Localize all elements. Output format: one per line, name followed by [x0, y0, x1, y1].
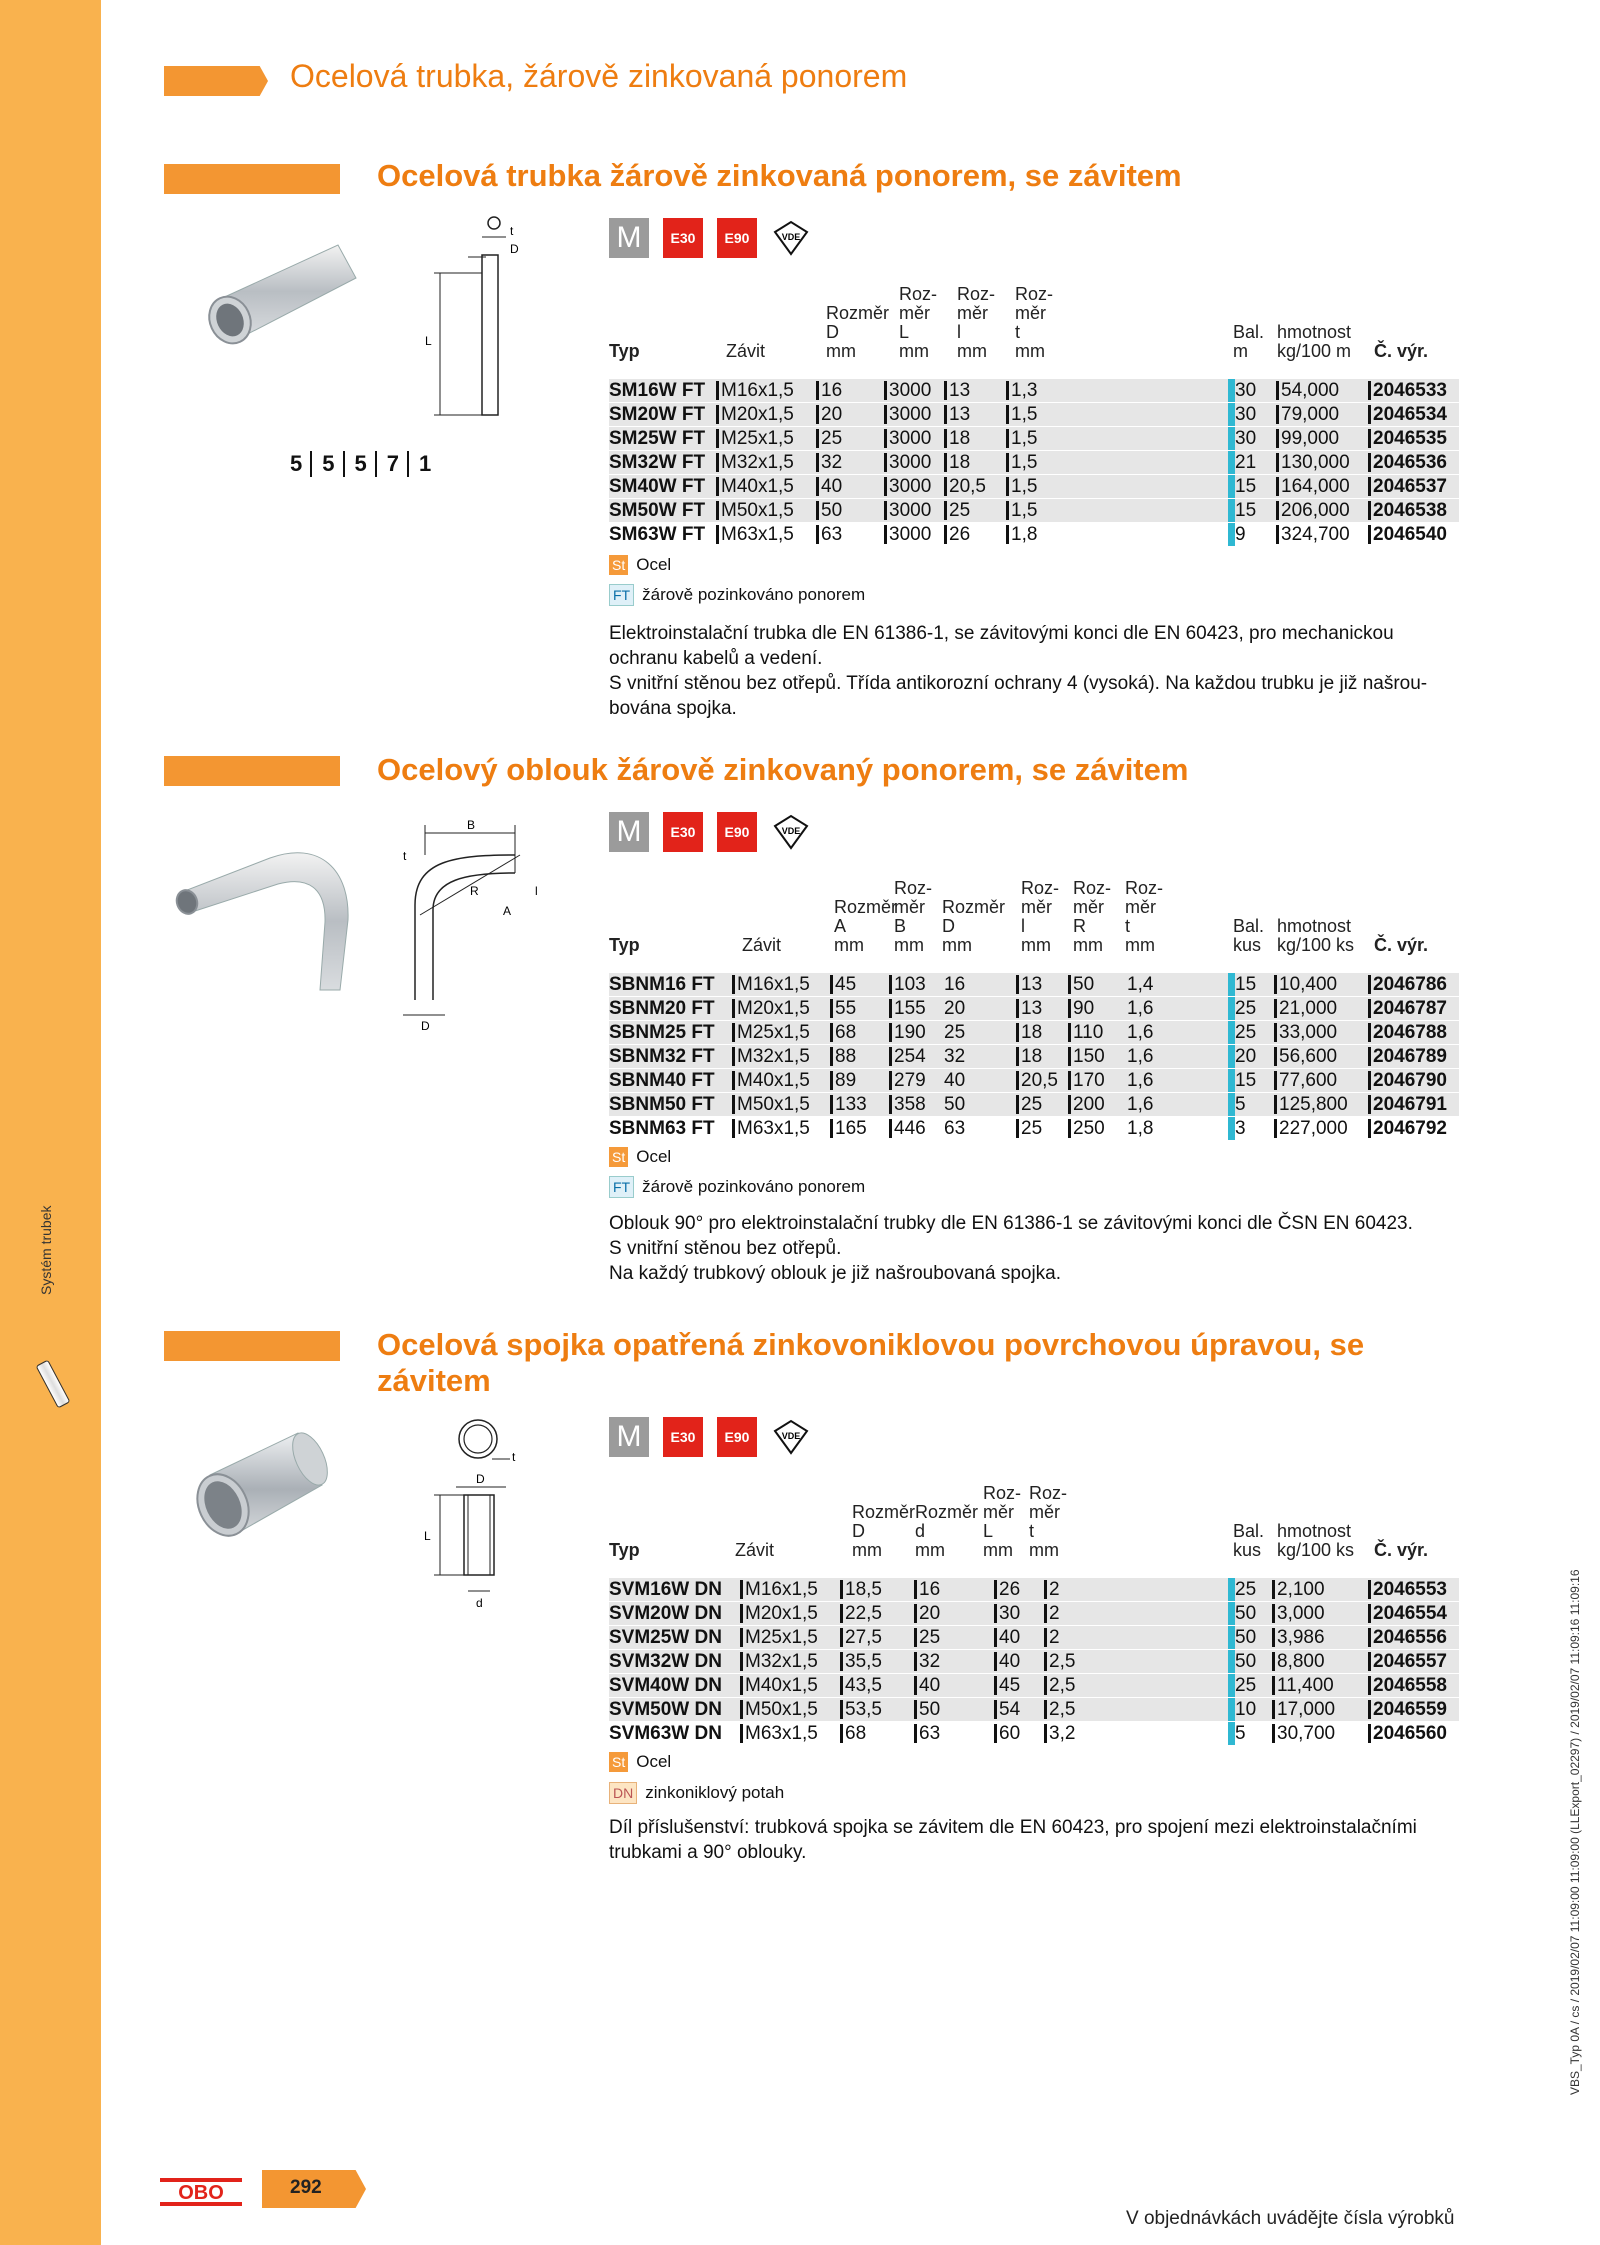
- page-number: 292: [290, 2177, 322, 2198]
- col-ds-header: Rozměr d mm: [915, 1502, 979, 1560]
- bend-drawing: [395, 815, 555, 1035]
- table-row: SBNM32 FT M32x1,5 88 254 32 18 150 1,6 20 56,600 2046789: [609, 1045, 1459, 1068]
- table-row: SVM25W DN M25x1,5 27,5 25 40 2 50 3,986 2046556: [609, 1626, 1459, 1649]
- badge-e90: E90: [717, 1417, 757, 1457]
- col-bal-header: Bal. kus: [1233, 916, 1265, 955]
- drawing-label-l: L: [425, 334, 432, 348]
- col-i-header: Roz- měr l mm: [1021, 878, 1060, 955]
- section-tab: [164, 164, 340, 194]
- digit: 7: [379, 451, 409, 477]
- badge-m: M: [609, 812, 649, 852]
- col-i-header: Roz- měr l mm: [957, 284, 996, 361]
- svg-text:l: l: [535, 884, 538, 898]
- col-zavit-header: Závit: [742, 935, 782, 955]
- drawing-label-d: D: [510, 242, 519, 256]
- table-row: SVM20W DN M20x1,5 22,5 20 30 2 50 3,000 2046554: [609, 1602, 1459, 1625]
- col-b-header: Roz- měr B mm: [894, 878, 933, 955]
- col-typ-header: Typ: [609, 1540, 640, 1560]
- badge-m: M: [609, 218, 649, 258]
- svg-text:VDE: VDE: [781, 826, 801, 836]
- section2-table: [609, 879, 1469, 1139]
- section-tab: [164, 1331, 340, 1361]
- badge-e90: E90: [717, 812, 757, 852]
- col-t-header: Roz- měr t mm: [1015, 284, 1054, 361]
- digit: 5: [314, 451, 344, 477]
- print-info: VBS_Typ 0A / cs / 2019/02/07 11:09:00 11:09:00 (LLExport_02297) / 2019/02/07 11:09:16 11:09:16: [1568, 1569, 1582, 2095]
- svg-text:OBO: OBO: [178, 2182, 224, 2204]
- table-row: SM50W FT M50x1,5 50 3000 25 1,5 15 206,000 2046538: [609, 499, 1459, 522]
- col-hm-header: hmotnost kg/100 ks: [1277, 916, 1355, 955]
- table-row: SVM16W DN M16x1,5 18,5 16 26 2 25 2,100 2046553: [609, 1578, 1459, 1601]
- section3-table: [609, 1484, 1469, 1744]
- material-line: FT žárově pozinkováno ponorem: [609, 1176, 865, 1198]
- col-hm-header: hmotnost kg/100 ks: [1277, 1521, 1355, 1560]
- svg-text:R: R: [470, 884, 479, 898]
- svg-text:t: t: [403, 849, 407, 863]
- material-line: St Ocel: [609, 1147, 671, 1167]
- obo-logo: [160, 2178, 242, 2206]
- col-d-header: Rozměr D mm: [826, 303, 890, 361]
- table-row: SBNM16 FT M16x1,5 45 103 16 13 50 1,4 15 10,400 2046786: [609, 973, 1459, 996]
- table-row: SBNM50 FT M50x1,5 133 358 50 25 200 1,6 5 125,800 2046791: [609, 1093, 1459, 1116]
- tube-image: [188, 240, 358, 380]
- tube-drawing: [420, 215, 530, 425]
- footer-note: V objednávkách uvádějte čísla výrobků: [1126, 2208, 1455, 2229]
- table-row: SM25W FT M25x1,5 25 3000 18 1,5 30 99,000 2046535: [609, 427, 1459, 450]
- svg-text:A: A: [503, 904, 512, 918]
- col-typ-header: Typ: [609, 341, 640, 361]
- svg-text:VDE: VDE: [781, 232, 801, 242]
- bend-image: [170, 840, 370, 1000]
- table-row: SVM32W DN M32x1,5 35,5 32 40 2,5 50 8,800 2046557: [609, 1650, 1459, 1673]
- col-cv-header: Č. výr.: [1374, 341, 1429, 361]
- col-l-header: Roz- měr L mm: [983, 1483, 1022, 1560]
- coupling-drawing: [420, 1415, 530, 1625]
- table-row: SVM50W DN M50x1,5 53,5 50 54 2,5 10 17,000 2046559: [609, 1698, 1459, 1721]
- table-row: SM32W FT M32x1,5 32 3000 18 1,5 21 130,000 2046536: [609, 451, 1459, 474]
- table-row: SBNM25 FT M25x1,5 68 190 25 18 110 1,6 25 33,000 2046788: [609, 1021, 1459, 1044]
- section1-description: Elektroinstalační trubka dle EN 61386-1, se závitovými konci dle EN 60423, pro mechanickou ochranu kabelů a vedení. S vnitřní stěnou bez otřepů. Třída antikorozní ochrany 4 (vysoká). Na každou trubku je již našrou- bována spojka.: [609, 623, 1428, 719]
- side-chapter-label: Systém trubek: [38, 1205, 54, 1295]
- table-row: SBNM40 FT M40x1,5 89 279 40 20,5 170 1,6 15 77,600 2046790: [609, 1069, 1459, 1092]
- certification-badges: [609, 218, 811, 258]
- vde-icon: [771, 812, 811, 852]
- table-row: SM63W FT M63x1,5 63 3000 26 1,8 9 324,700 2046540: [609, 524, 1447, 545]
- col-d-header: Rozměr D mm: [942, 897, 1006, 955]
- material-line: St Ocel: [609, 1752, 671, 1772]
- section1-title: Ocelová trubka žárově zinkovaná ponorem, se závitem: [377, 158, 1182, 193]
- certification-badges: [609, 1417, 811, 1457]
- svg-text:L: L: [424, 1529, 431, 1543]
- badge-e30: E30: [663, 812, 703, 852]
- certification-badges: [609, 812, 811, 852]
- vde-icon: [771, 1417, 811, 1457]
- table-row: SBNM20 FT M20x1,5 55 155 20 13 90 1,6 25 21,000 2046787: [609, 997, 1459, 1020]
- svg-text:B: B: [467, 818, 476, 832]
- svg-text:VDE: VDE: [781, 1431, 801, 1441]
- drawing-label-t: t: [510, 224, 514, 238]
- svg-text:D: D: [476, 1472, 485, 1486]
- col-zavit-header: Závit: [726, 341, 766, 361]
- svg-text:d: d: [476, 1596, 483, 1610]
- table-row: SVM40W DN M40x1,5 43,5 40 45 2,5 25 11,400 2046558: [609, 1674, 1459, 1697]
- col-bal-header: Bal. kus: [1233, 1521, 1265, 1560]
- section-tab: [164, 756, 340, 786]
- col-a-header: Rozměr A mm: [834, 897, 898, 955]
- section3-title: Ocelová spojka opatřená zinkovoniklovou povrchovou úpravou, se závitem: [377, 1327, 1365, 1398]
- digit: 1: [419, 451, 432, 476]
- col-zavit-header: Závit: [735, 1540, 775, 1560]
- side-color-bar: [0, 0, 101, 2245]
- col-cv-header: Č. výr.: [1374, 1540, 1429, 1560]
- col-bal-header: Bal. m: [1233, 322, 1265, 361]
- page-header-title: Ocelová trubka, žárově zinkovaná ponorem: [290, 58, 908, 94]
- col-typ-header: Typ: [609, 935, 640, 955]
- col-t-header: Roz- měr t mm: [1029, 1483, 1068, 1560]
- table-row: SBNM63 FT M63x1,5 165 446 63 25 250 1,8 3 227,000 2046792: [609, 1118, 1447, 1139]
- col-r-header: Roz- měr R mm: [1073, 878, 1112, 955]
- svg-text:t: t: [512, 1450, 516, 1464]
- table-row: SM20W FT M20x1,5 20 3000 13 1,5 30 79,000 2046534: [609, 403, 1459, 426]
- badge-e30: E30: [663, 1417, 703, 1457]
- coupling-image: [190, 1425, 330, 1565]
- header-tab: [164, 66, 268, 96]
- material-line: FT žárově pozinkováno ponorem: [609, 584, 865, 606]
- material-line: DN zinkoniklový potah: [609, 1782, 784, 1804]
- badge-e30: E30: [663, 218, 703, 258]
- vde-icon: [771, 218, 811, 258]
- svg-text:D: D: [421, 1019, 430, 1033]
- section3-description: Díl příslušenství: trubková spojka se závitem dle EN 60423, pro spojení mezi elektroinstalačními trubkami a 90° oblouky.: [609, 1817, 1417, 1863]
- table-row: SM40W FT M40x1,5 40 3000 20,5 1,5 15 164,000 2046537: [609, 475, 1459, 498]
- section2-title: Ocelový oblouk žárově zinkovaný ponorem, se závitem: [377, 752, 1189, 787]
- table-row: SM16W FT M16x1,5 16 3000 13 1,3 30 54,000 2046533: [609, 379, 1459, 402]
- col-dd-header: Rozměr D mm: [852, 1502, 916, 1560]
- badge-e90: E90: [717, 218, 757, 258]
- col-l-header: Roz- měr L mm: [899, 284, 938, 361]
- digit: 5: [282, 451, 312, 477]
- packaging-digits: [282, 451, 439, 477]
- table-row: SVM63W DN M63x1,5 68 63 60 3,2 5 30,700 2046560: [609, 1723, 1447, 1744]
- col-cv-header: Č. výr.: [1374, 935, 1429, 955]
- material-line: St Ocel: [609, 555, 671, 575]
- badge-m: M: [609, 1417, 649, 1457]
- section1-table: [609, 285, 1469, 545]
- digit: 5: [347, 451, 377, 477]
- section2-description: Oblouk 90° pro elektroinstalační trubky dle EN 61386-1 se závitovými konci dle ČSN EN 60423. S vnitřní stěnou bez otřepů. Na každý trubkový oblouk je již našroubovaná spojka.: [609, 1213, 1413, 1284]
- col-hm-header: hmotnost kg/100 m: [1277, 322, 1352, 361]
- col-t-header: Roz- měr t mm: [1125, 878, 1164, 955]
